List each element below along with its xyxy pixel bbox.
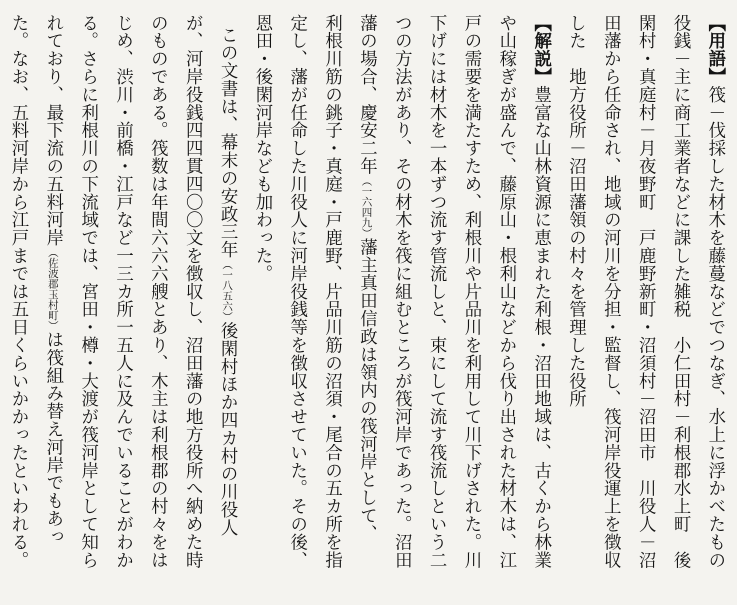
column-text: れており、最下流の五料河岸 [42,14,63,247]
column-text: 恩田・後閑河岸なども加わった。 [251,14,272,283]
text-column-1 [703,14,727,595]
text-column-18 [111,14,135,595]
yogo-heading: 【用語】 [704,14,725,86]
column-text: 定し、藩が任命した川役人に河岸役銭等を徴収させていた。その後、 [286,14,307,569]
column-text: 利根川筋の銚子・真庭・戸鹿野、片品川筋の沼須・尾合の五カ所を指 [321,14,342,569]
column-text: 藩主真田信政は領内の筏河岸として、 [356,238,377,543]
place-annotation: （佐波郡玉村町） [46,246,59,331]
year-annotation: （一八五六） [221,258,234,322]
text-column-11 [354,14,378,595]
column-text: じめ、渋川・前橋・江戸など一三カ所一五人に及んでいることがわか [112,14,133,569]
column-text: 閑村・真庭村－月夜野町 戸鹿野新町・沼須村－沼田市 川役人－沼 [635,14,656,569]
column-text: が、河岸役銭四四貫四〇〇文を徴収し、沼田藩の地方役所へ納めた時 [182,14,203,569]
text-column-9 [424,14,448,595]
text-column-4 [598,14,622,595]
column-text: 田藩から任命され、地域の河川を分担・監督し、筏河岸役運上を徴収 [600,14,621,569]
text-column-8 [459,14,483,595]
text-column-19 [76,14,100,595]
text-column-10 [389,14,413,595]
year-annotation: （一六四九） [360,175,373,239]
column-text: 藩の場合、慶安二年 [356,14,377,176]
text-column-20 [41,14,65,595]
text-column-6 [529,14,553,595]
text-column-5 [564,14,588,595]
column-text: 役銭－主に商工業者などに課した雑税 小仁田村－利根郡水上町 後 [670,14,691,569]
column-text: や山稼ぎが盛んで、藤原山・根利山などから伐り出された材木は、江 [495,14,516,569]
column-text: た。なお、五料河岸から江戸までは五日くらいかかったといわれる。 [8,14,28,569]
kaisetsu-heading: 【解説】 [530,14,551,86]
text-column-17 [145,14,169,595]
column-text: 豊富な山林資源に恵まれた利根・沼田地域は、古くから林業 [530,85,551,569]
text-column-15 [215,14,239,595]
column-text: る。さらに利根川の下流域では、宮田・樽・大渡が筏河岸として知ら [77,14,98,569]
column-text: 後閑村ほか四カ村の川役人 [217,321,238,537]
column-text: のものである。筏数は年間六六六艘とあり、木主は利根郡の村々をは [147,14,168,569]
text-column-14 [250,14,274,595]
text-column-13 [285,14,309,595]
text-column-3 [633,14,657,595]
column-text: 戸の需要を満たすため、利根川や片品川を利用して川下げされた。川 [460,14,481,569]
column-text: 下げには材木を一本ずつ流す管流しと、束にして流す筏流しという二 [426,14,447,569]
column-text: この文書は、幕末の安政三年 [217,26,238,259]
text-column-2 [668,14,692,595]
text-column-7 [494,14,518,595]
text-column-12 [320,14,344,595]
text-column-16 [180,14,204,595]
column-text: 筏－伐採した材木を藤蔓などでつなぎ、水上に浮かべたもの [704,85,725,569]
column-text: した 地方役所－沼田藩領の村々を管理した役所 [565,14,586,408]
column-text: は筏組み替え河岸でもあっ [42,330,63,546]
text-column-21 [6,14,30,595]
column-text: つの方法があり、その材木を筏に組むところが筏河岸であった。沼田 [391,14,412,569]
